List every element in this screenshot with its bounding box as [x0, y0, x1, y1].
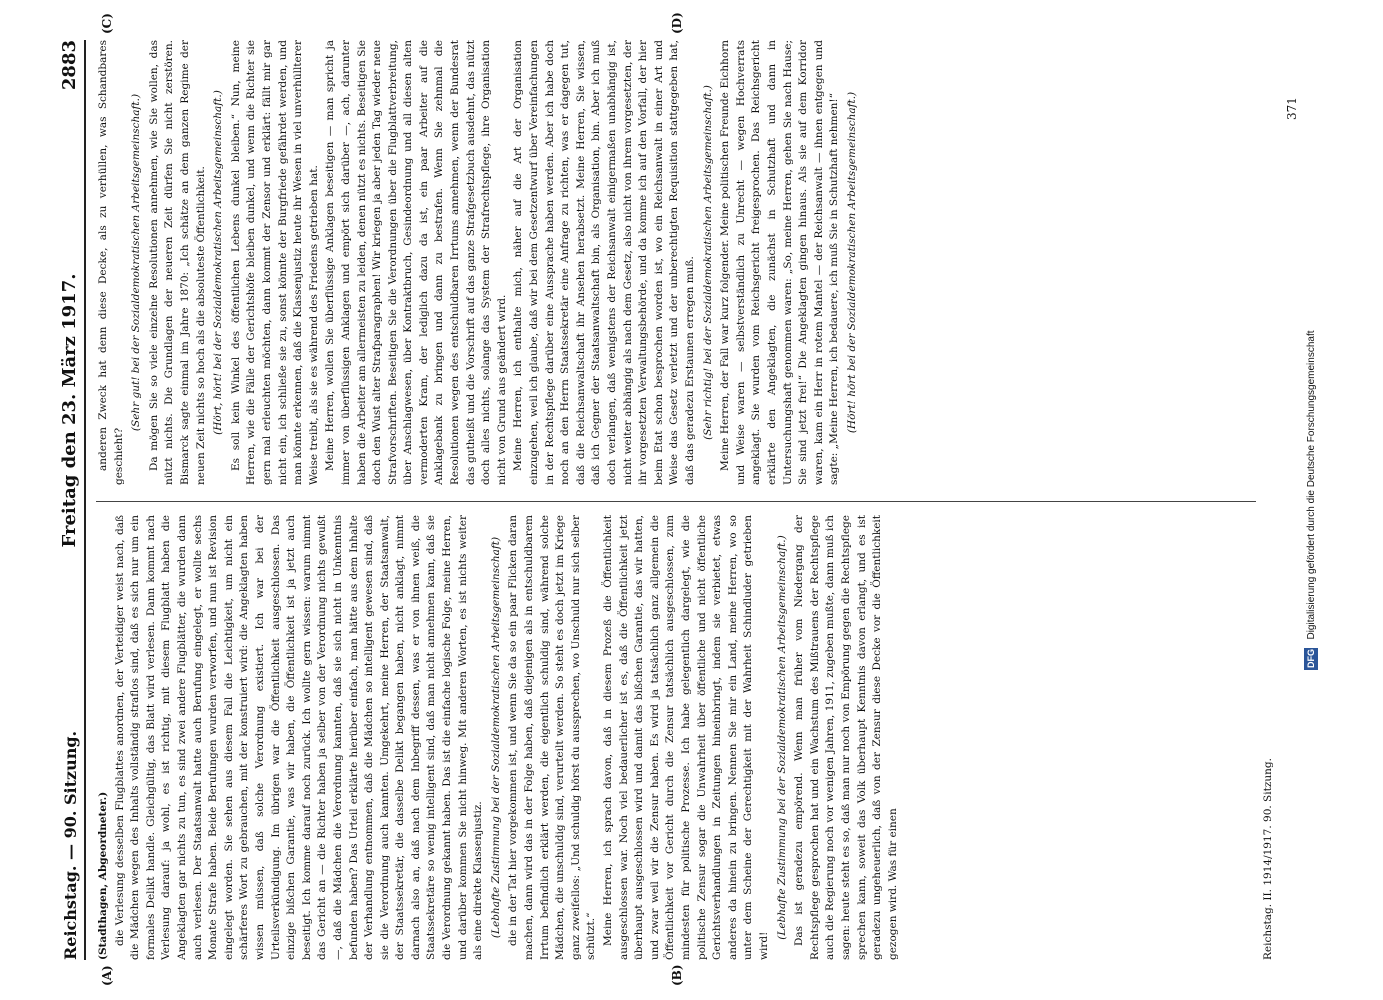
paragraph: Meine Herren, ich enthalte mich, näher auf die Art der Organisation einzugehen, weil ich glaube, daß wir bei dem Gesetzentwurf über Vereinfachungen in der Rechtspflege darüber eine Aussprache haben werden. Aber ich habe doch noch an den Herrn Staatssekretär eine Anfrage zu richten, was er dagegen tut, daß die Reichsanwaltschaft ihr Ansehen herabsetzt. Meine Herren, Sie wissen, daß ich Gegner der Staatsanwaltschaft bin, als Organisation, bin. Aber ich muß doch verlangen, daß wenigstens der Reichsanwalt einigermaßen unabhängig ist, nicht weiter abhängig als nach dem Gesetz, also nicht von ihrem vorgesetzten, der ihr vorgesetzten Verwaltungsbehörde, und da komme ich auf den Vorfall, der hier beim Etat schon besprochen worden ist, wo ein Reichsanwalt in einer Art und Weise das Gesetz verletzt und der unberechtigten Requisition stattgegeben hat, daß das geradezu Erstaunen erregen muß. [512, 40, 696, 485]
paragraph: Meine Herren, wollen Sie überflüssige Anklagen beseitigen — man spricht ja immer von überflüssigen Anklagen und empört sich darüber —, ach, darunter haben die Arbeiter am allermeisten zu leiden, denen nützt es nichts. Beseitigen Sie doch den Wust alter Strafparagraphen! Wir kriegen ja aber jeden Tag wieder neue Strafvorschriften. Beseitigen Sie die Verordnungen über die Flugblattverbreitung, über Anschlagwesen, über Kontraktbruch, Gesindeordnung und all diesen alten vermoderten Kram, der lediglich dazu da ist, ein paar Arbeiter auf die Anklagebank zu bringen und dann zu bestrafen. Wenn Sie zehnmal die Resolutionen wegen des entschuldbaren Irrtums annehmen, wenn der Bundesrat das gutheißt und die Vorschrift auf das ganze Strafgesetzbuch ausdehnt, das nützt doch alles nichts, solange das System der Strafrechtspflege, ihre Organisation nicht von Grund aus geändert wird. [324, 40, 508, 485]
paragraph: Da mögen Sie so viele einzelne Resolutionen annehmen, wie Sie wollen, das nützt nichts. Die Grundlagen der neueren Zeit dürfen Sie nicht zerstören. Bismarck sagte einmal im Jahre 1870: „Ich schätze an dem ganzen Regime der neuen Zeit nichts so hoch als die absoluteste Öffentlichkeit. [147, 40, 207, 485]
speaker-label: (Stadthagen, Abgeordneter.) [97, 791, 109, 960]
interjection: (Hört! hört bei der Sozialdemokratischen Arbeitsgemeinschaft.) [845, 91, 858, 434]
margin-marker-b: (B) [670, 964, 684, 986]
digitization-stamp [1302, 40, 1320, 960]
header-session: Reichstag. — 90. Sitzung. [61, 730, 80, 960]
page-number: 371 [1285, 97, 1299, 120]
header-date: Freitag den 23. März 1917. [59, 273, 80, 548]
column-divider [96, 501, 1256, 502]
interjection: (Sehr gut! bei der Sozialdemokratischen Arbeitsgemeinschaft.) [130, 93, 143, 432]
paragraph: Meine Herren, ich sprach davon, daß in diesem Prozeß die Öffentlichkeit ausgeschlossen war. Noch viel bedauerlicher ist es, daß die Öffentlichkeit jetzt überhaupt ausgeschlossen wird und damit das bißchen Garantie, das wir hatten, und zwar weil wir die Zensur haben. Es wird ja tatsächlich ganz allgemein die Öffentlichkeit vor Gericht durch die Zensur tatsächlich ausgeschlossen, zum mindesten für politische Prozesse. Ich habe gelegentlich dargelegt, wie die politische Zensur sogar die Unwahrheit über öffentliche und nicht öffentliche Gerichtsverhandlungen in Zeitungen hineinbringt, indem sie verbietet, etwas anderes da hinein zu bringen. Nennen Sie mir ein Land, meine Herren, wo so unter dem Scheine der Gerechtigkeit mit der Wahrheit Schindluder getrieben wird! [602, 515, 770, 960]
paragraph: Es soll kein Winkel des öffentlichen Lebens dunkel bleiben.“ Nun, meine Herren, wie die Fälle der Gerichtshöfe bleiben dunkel, und wenn die Richter sie gern mal erleuchten möchten, dann kommt der Zensor und erklärt: fällt mir gar nicht ein, ich schließe sie zu, sonst könnte der Burgfriede gefährdet werden, und man könnte erkennen, daß die Klassenjustiz heute ihr Wesen in viel unverhüllterer Weise treibt, als sie es während des Friedens getrieben hat. [229, 40, 320, 485]
interjection: (Sehr richtig! bei der Sozialdemokratischen Arbeitsgemeinschaft.) [701, 85, 714, 440]
paragraph: die in der Tat hier vorgekommen ist, und wenn Sie da so ein paar Flicken daran machen, dann wird das in der Folge haben, daß diejenigen als in entschuldbarem Irrtum befindlich erklärt werden, die eigentlich schuldig sind, während solche Mädchen, die unschuldig sind, verurteilt werden. So steht es doch jetzt im Kriege ganz zweifellos: „Und schuldig hörst du aussprechen, wo Unschuld nur sich selber schützt.“ [507, 515, 598, 960]
margin-marker-d: (D) [670, 12, 684, 34]
digitization-note: Digitalisierung gefördert durch die Deutsche Forschungsgemeinschaft [1305, 330, 1317, 640]
right-column [96, 40, 1256, 485]
paragraph: anderen Zweck hat denn diese Decke, als zu verhüllen, was Schandbares geschieht? [97, 40, 125, 485]
interjection: (Lebhafte Zustimmung bei der Sozialdemokratischen Arbeitsgemeinschaft.) [775, 535, 788, 940]
paragraph: die Verlesung desselben Flugblattes anordnen, der Verteidiger weist nach, daß die Mädchen wegen des Inhalts vollständig straflos sind, daß es sich nur um ein formales Delikt handle. Gleichgültig, das Blatt wird verlesen. Dann kommt nach Verlesung darauf: ja wohl, es ist richtig, mit diesem Flugblatt haben die Angeklagten gar nichts zu tun, es sind zwei andere Flugblätter, die wurden dann auch verlesen. Der Staatsanwalt hatte auch Berufung eingelegt, er wollte sechs Monate Strafe haben. Beide Berufungen wurden verworfen, und nun ist Revision eingelegt worden. Sie sehen aus diesem Fall die Leichtigkeit, um nicht ein schärferes Wort zu gebrauchen, mit der konstruiert wird: die Angeklagten haben wissen müssen, daß solche Verordnung existiert. Ich war bei der Urteilsverkündigung. Im übrigen war die Öffentlichkeit ausgeschlossen. Das einzige bißchen Garantie, was wir haben, die Öffentlichkeit ist ja jetzt auch beseitigt. Ich komme darauf noch zurück. Ich wollte gern wissen: warum nimmt das Gericht an — die Richter haben ja selber von der Verordnung nichts gewußt —, daß die Mädchen die Verordnung kannten, daß sie sich nicht in Unkenntnis befunden haben? Das Urteil erklärte hierüber einfach, man hätte aus dem Inhalte der Verhandlung entnommen, daß die Mädchen so intelligent gewesen sind, daß sie die Verordnung auch kannten. Umgekehrt, meine Herren, der Staatsanwalt, der Staatssekretär, die dasselbe Delikt begangen haben, nicht anklagt, nimmt darnach also an, daß nach dem Inbegriff dessen, was er von ihnen weiß, die Staatssekretäre so wenig intelligent sind, daß man nicht annehmen kann, daß sie die Verordnung gekannt haben. Das ist die einfache logische Folge, meine Herren, und darüber kommen Sie nicht hinweg. Mit anderen Worten, es ist nichts weiter als eine direkte Klassenjustiz. [113, 515, 485, 960]
margin-marker-c: (C) [100, 13, 114, 34]
margin-marker-a: (A) [100, 965, 114, 986]
interjection: (Hört, hört! bei der Sozialdemokratischen Arbeitsgemeinschaft.) [212, 90, 225, 435]
paragraph: Meine Herren, der Fall war kurz folgender. Meine politischen Freunde Eichhorn und Weise waren — selbstverständlich zu Unrecht — wegen Hochverrats angeklagt. Sie wurden vom Reichsgericht freigesprochen. Das Reichsgericht erklärte den Angeklagten, die zunächst in Schutzhaft und dann in Untersuchungshaft genommen waren: „So, meine Herren, gehen Sie nach Hause; Sie sind jetzt frei!“ Die Angeklagten gingen hinaus. Als sie auf dem Korridor waren, kam ein Herr in rotem Mantel — der Reichsanwalt — ihnen entgegen und sagte: „Meine Herren, ich bedauere, ich muß Sie in Schutzhaft nehmen!“ [719, 40, 841, 485]
left-column [96, 515, 1256, 960]
interjection: (Lebhafte Zustimmung bei der Sozialdemokratischen Arbeitsgemeinschaft) [489, 536, 502, 939]
footer-reference: Reichstag. II. 1914/1917. 90. Sitzung. [1262, 758, 1274, 960]
page-header [40, 40, 86, 960]
header-column-number: 2883 [59, 40, 80, 91]
paragraph: Das ist geradezu empörend. Wenn man früher vom Niedergang der Rechtspflege gesprochen hat und ein Wachstum des Mißtrauens der Rechtspflege auch die Regierung noch vor wenigen Jahren, 1911, zugeben mußte, dann muß ich sagen: heute steht es so, daß man nur noch von Empörung gegen die Rechtspflege sprechen kann, soweit das Volk überhaupt Kenntnis davon erlangt, und es ist geradezu ungeheuerlich, daß von der Zensur diese Decke vor die Öffentlichkeit gezogen wird. Was für einen [793, 515, 899, 960]
dfg-logo: DFG [1306, 649, 1316, 669]
